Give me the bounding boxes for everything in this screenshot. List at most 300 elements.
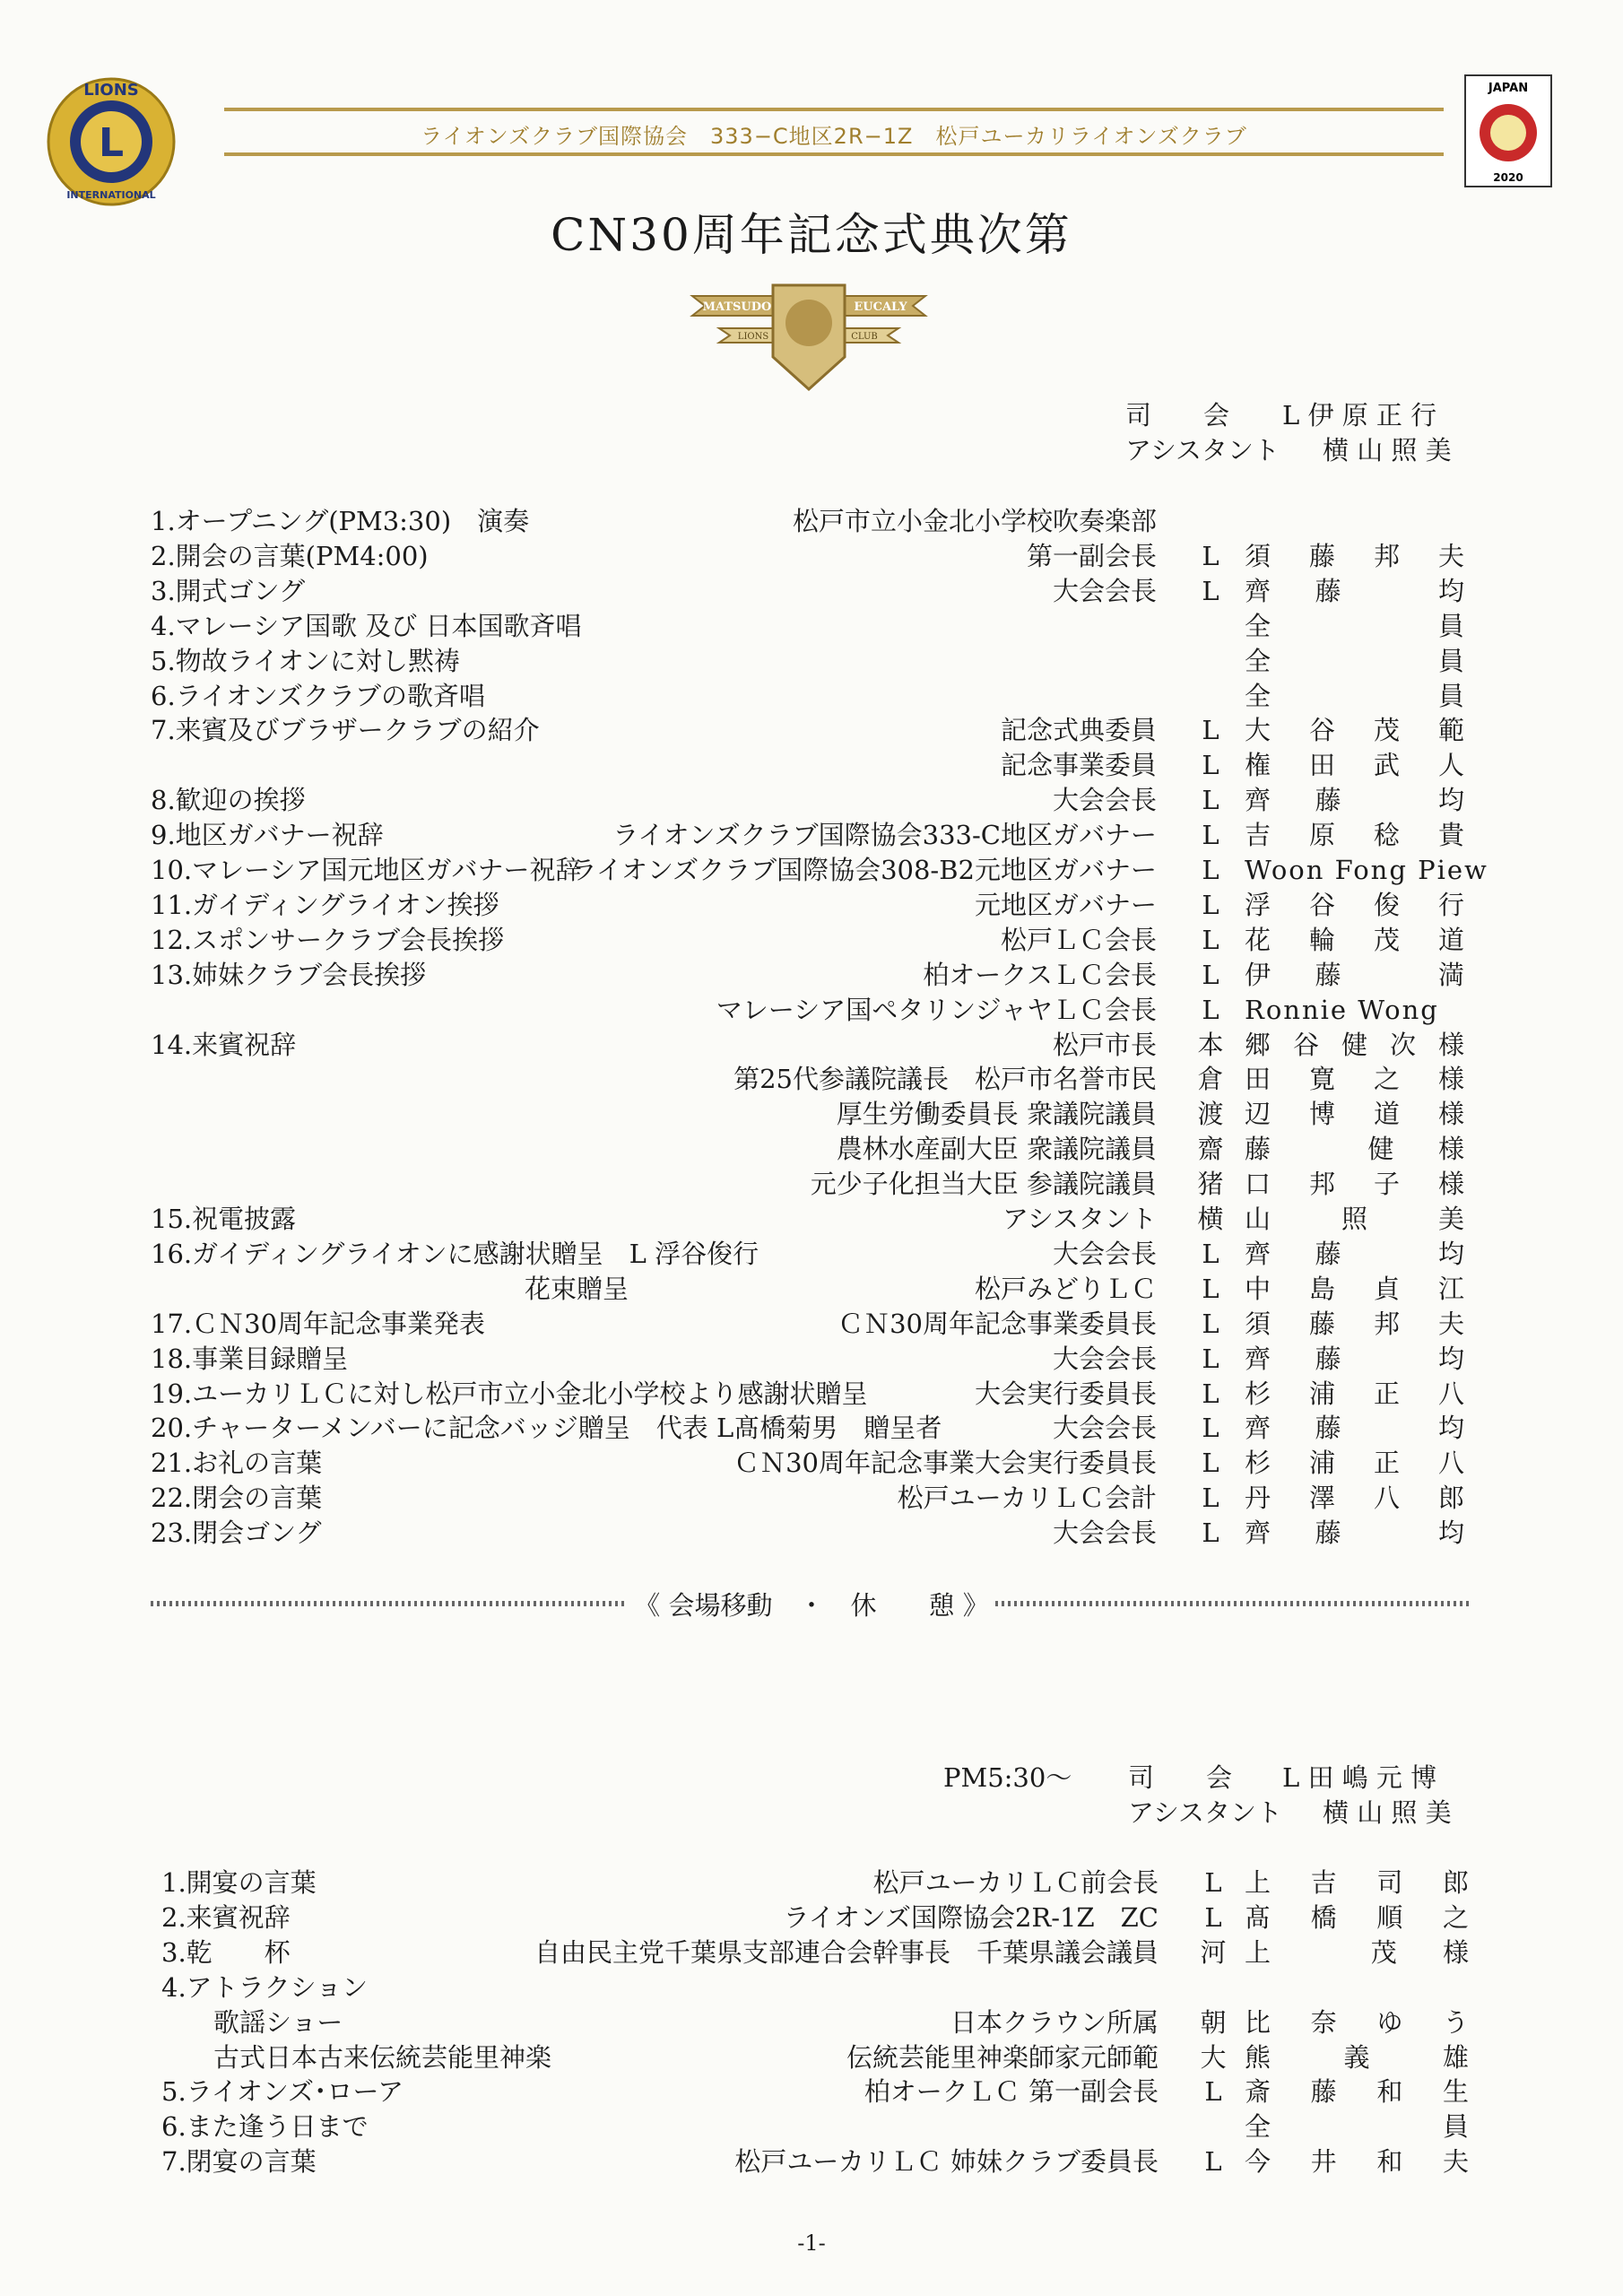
- name-char: 人: [1437, 750, 1464, 781]
- name-char: 雄: [1442, 2041, 1469, 2073]
- name-char: 齊: [1245, 1413, 1271, 1444]
- program-item-title: 17.ＣＮ30周年記念事業発表: [151, 1308, 486, 1339]
- name-char: 全: [1245, 2111, 1271, 2143]
- name-char: 大: [1245, 715, 1271, 746]
- name-char: 齊: [1245, 1518, 1271, 1549]
- name-char: 谷: [1308, 889, 1335, 920]
- name-char: 様: [1437, 1134, 1464, 1165]
- program-item-prefix: [1193, 644, 1228, 678]
- name-char: 吉: [1310, 1867, 1337, 1898]
- program-item-name: [1245, 2144, 1469, 2179]
- name-char: 藤: [1245, 1134, 1271, 1165]
- japan-2020-badge: [1463, 74, 1553, 188]
- program-item-name: [1245, 574, 1464, 608]
- name-char: 上: [1245, 1936, 1271, 1968]
- name-char: 貞: [1373, 1273, 1400, 1304]
- program-item-name: [1245, 1377, 1464, 1411]
- program-item-role: 大会会長: [1052, 1343, 1157, 1374]
- program-item-title: 20.チャーターメンバーに記念バッジ贈呈 代表 L髙橋菊男 贈呈者: [151, 1413, 942, 1444]
- svg-text:LIONS: LIONS: [737, 332, 769, 342]
- program-item-name: [1245, 1866, 1469, 1900]
- program-item-name: [1245, 2074, 1469, 2109]
- program-item-prefix: 渡: [1197, 1099, 1224, 1130]
- program-item-prefix: L: [1202, 540, 1219, 571]
- program-item-role: 元地区ガバナー: [974, 889, 1157, 920]
- name-char: 邦: [1308, 1169, 1335, 1200]
- name-char: 夫: [1442, 2146, 1469, 2178]
- program-item-prefix: 横: [1197, 1204, 1224, 1234]
- name-char: 生: [1442, 2076, 1469, 2108]
- svg-text:L: L: [98, 120, 125, 166]
- program-item-title: 19.ユーカリＬＣに対し松戸市立小金北小学校より感謝状贈呈: [151, 1378, 868, 1409]
- program-item-title: 6.ライオンズクラブの歌斉唱: [151, 680, 486, 711]
- program-item-name: [1245, 1062, 1464, 1096]
- program-item-role: [359, 1970, 1159, 2005]
- program-item-role: 松戸ＬＣ会長: [1000, 924, 1157, 955]
- name-char: 健: [1341, 1029, 1367, 1060]
- party-time: PM5:30〜: [943, 1762, 1072, 1793]
- program-item-prefix: L: [1202, 1518, 1219, 1549]
- program-item-title: 2.来賓祝辞: [161, 1901, 291, 1933]
- program-item-prefix: L: [1202, 1238, 1219, 1269]
- program-item-role: 松戸みどりＬＣ: [974, 1273, 1157, 1304]
- name-char: 之: [1373, 1064, 1400, 1095]
- party-mc-name: L 田 嶋 元 博: [1282, 1762, 1437, 1793]
- program-item-prefix: [1193, 504, 1228, 538]
- party-mc-role: 司 会: [1128, 1762, 1233, 1793]
- name-char: 藤: [1308, 540, 1335, 571]
- program-item-name: [1245, 2040, 1469, 2074]
- name-char: 浦: [1308, 1378, 1335, 1409]
- program-item-prefix: 河: [1200, 1936, 1227, 1968]
- program-item-title: 5.ライオンズ･ローア: [161, 2076, 404, 2108]
- program-item-role: ＣＮ30周年記念事業委員長: [838, 1308, 1157, 1339]
- program-item-prefix: L: [1202, 785, 1219, 816]
- program-item-name: [1245, 888, 1464, 922]
- program-item-title: 2.開会の言葉(PM4:00): [151, 540, 429, 571]
- program-item-role: マレーシア国ペタリンジャヤＬＣ会長: [716, 994, 1157, 1025]
- name-char: 道: [1437, 924, 1464, 955]
- program-item-title: 10.マレーシア国元地区ガバナー祝辞: [151, 855, 582, 885]
- name-char: 博: [1308, 1099, 1335, 1130]
- program-item-prefix: L: [1204, 1901, 1222, 1933]
- program-item-prefix: L: [1204, 1867, 1222, 1898]
- program-item-role: 自由民主党千葉県支部連合会幹事長 千葉県議会議員: [534, 1936, 1159, 1968]
- name-char: 順: [1376, 1901, 1403, 1933]
- name-char: [1385, 574, 1393, 608]
- name-char: 藤: [1315, 1413, 1341, 1444]
- program-item-title: 21.お礼の言葉: [151, 1448, 323, 1479]
- name-char: [1350, 679, 1358, 713]
- name-char: 藤: [1315, 1518, 1341, 1549]
- program-item-title: 花束贈呈: [525, 1273, 629, 1304]
- program-item-role: 日本クラウン所属: [950, 2006, 1159, 2038]
- program-item-prefix: L: [1202, 1273, 1219, 1304]
- ceremony-assistant-name: 横 山 照 美: [1323, 435, 1452, 465]
- name-char: 花: [1245, 924, 1271, 955]
- program-item-role: 記念事業委員: [1000, 750, 1157, 781]
- name-char: 熊: [1245, 2041, 1271, 2073]
- program-item-title: 7.来賓及びブラザークラブの紹介: [151, 715, 540, 746]
- name-char: 全: [1245, 610, 1271, 641]
- program-item-role: 第一副会長: [1026, 540, 1157, 571]
- ornament-divider-left: [151, 1601, 626, 1606]
- name-char: 和: [1376, 2146, 1403, 2178]
- program-item-name: [1245, 1446, 1464, 1480]
- lions-international-logo: [36, 70, 187, 213]
- program-item-role: 大会会長: [1052, 1518, 1157, 1549]
- name-char: 比: [1245, 2006, 1271, 2038]
- name-char: 上: [1245, 1867, 1271, 1898]
- name-char: 茂: [1370, 1936, 1397, 1968]
- name-char: 武: [1373, 750, 1400, 781]
- name-char: 井: [1310, 2146, 1337, 2178]
- name-char: 均: [1437, 1343, 1464, 1374]
- name-char: 様: [1437, 1169, 1464, 1200]
- program-item-role: 大会会長: [1052, 1413, 1157, 1444]
- name-char: 照: [1341, 1204, 1367, 1234]
- program-item-title: 3.乾 杯: [161, 1936, 291, 1968]
- program-item-role: 大会実行委員長: [974, 1378, 1157, 1409]
- name-char: 藤: [1315, 959, 1341, 990]
- name-char: 茂: [1373, 715, 1400, 746]
- name-char: 様: [1442, 1936, 1469, 1968]
- program-item-name: [1245, 1272, 1464, 1306]
- name-char: 均: [1437, 1518, 1464, 1549]
- name-char: 輪: [1308, 924, 1335, 955]
- program-item-name: [1245, 679, 1464, 713]
- program-item-prefix: L: [1202, 889, 1219, 920]
- program-item-prefix: 大: [1200, 2041, 1227, 2073]
- name-char: 俊: [1373, 889, 1400, 920]
- ceremony-mc-name: L 伊 原 正 行: [1282, 400, 1437, 430]
- name-char: 義: [1343, 2041, 1370, 2073]
- program-item-title: 4.マレーシア国歌 及び 日本国歌斉唱: [151, 610, 582, 641]
- name-char: 藤: [1315, 1343, 1341, 1374]
- program-item-name: [1245, 609, 1464, 643]
- svg-text:2020: 2020: [1493, 171, 1523, 184]
- program-item-title: 4.アトラクション: [161, 1971, 369, 2003]
- name-char: 須: [1245, 1308, 1271, 1339]
- program-item-role: ＣＮ30周年記念事業大会実行委員長: [733, 1448, 1157, 1479]
- program-item-title: 23.閉会ゴング: [151, 1518, 322, 1549]
- name-char: 藤: [1315, 785, 1341, 816]
- name-char: 藤: [1315, 575, 1341, 606]
- program-item-prefix: L: [1202, 1448, 1219, 1479]
- svg-text:INTERNATIONAL: INTERNATIONAL: [66, 189, 156, 201]
- program-item-prefix: L: [1202, 994, 1219, 1025]
- ornament-divider-right: [995, 1601, 1471, 1606]
- name-char: 均: [1437, 785, 1464, 816]
- program-item-name: Woon Fong Piew: [1245, 855, 1488, 885]
- name-char: [1316, 1935, 1324, 1970]
- break-label: 《 会場移動 ・ 休 憩 》: [634, 1590, 989, 1621]
- program-item-title: 6.また逢う日まで: [161, 2111, 369, 2143]
- name-char: 谷: [1308, 715, 1335, 746]
- program-item-role: 記念式典委員: [1000, 715, 1157, 746]
- name-char: 範: [1437, 715, 1464, 746]
- program-item-name: [1245, 539, 1464, 573]
- name-char: 均: [1437, 1413, 1464, 1444]
- name-char: 八: [1437, 1378, 1464, 1409]
- svg-text:EUCALY: EUCALY: [854, 300, 907, 314]
- name-char: [1350, 644, 1358, 678]
- name-char: 夫: [1437, 540, 1464, 571]
- program-item-role: 柏オークＬＣ 第一副会長: [864, 2076, 1159, 2108]
- program-item-prefix: [1195, 1970, 1231, 2005]
- name-char: 今: [1245, 2146, 1271, 2178]
- program-item-title: 16.ガイディングライオンに感謝状贈呈 L 浮谷俊行: [151, 1238, 759, 1269]
- name-char: 員: [1437, 680, 1464, 711]
- program-item-title: 11.ガイディングライオン挨拶: [151, 889, 499, 920]
- program-item-title: 15.祝電披露: [151, 1204, 297, 1234]
- name-char: 須: [1245, 540, 1271, 571]
- name-char: 島: [1308, 1273, 1335, 1304]
- program-item-name: [1245, 1900, 1469, 1935]
- program-item-name: [1245, 958, 1464, 992]
- program-item-prefix: L: [1202, 959, 1219, 990]
- name-char: 斎: [1245, 2076, 1271, 2108]
- svg-text:JAPAN: JAPAN: [1488, 82, 1529, 95]
- program-item-prefix: L: [1202, 1378, 1219, 1409]
- name-char: 全: [1245, 645, 1271, 676]
- name-char: 八: [1373, 1483, 1400, 1514]
- name-char: 様: [1437, 1029, 1464, 1060]
- name-char: 藤: [1308, 1308, 1335, 1339]
- program-item-name: [1245, 1028, 1464, 1062]
- program-item-name: [1245, 1132, 1464, 1166]
- program-item-title: 古式日本古来伝統芸能里神楽: [161, 2041, 552, 2073]
- program-item-title: 歌謡ショー: [161, 2006, 343, 2038]
- name-char: 丹: [1245, 1483, 1271, 1514]
- program-item-role: 元少子化担当大臣 参議院議員: [810, 1169, 1157, 1200]
- program-item-title: 1.開宴の言葉: [161, 1867, 317, 1898]
- name-char: 正: [1373, 1448, 1400, 1479]
- program-item-name: [1245, 1342, 1464, 1376]
- name-char: 江: [1437, 1273, 1464, 1304]
- page-number: -1-: [797, 2231, 826, 2256]
- name-char: 浮: [1245, 889, 1271, 920]
- program-item-role: 農林水産副大臣 衆議院議員: [836, 1134, 1157, 1165]
- program-item-name: [1245, 1307, 1464, 1341]
- name-char: 郎: [1437, 1483, 1464, 1514]
- name-char: 貴: [1437, 820, 1464, 851]
- name-char: 員: [1437, 645, 1464, 676]
- program-item-role: 第25代参議院議長 松戸市名誉市民: [733, 1064, 1157, 1095]
- program-item-role: ライオンズクラブ国際協会333-C地区ガバナー: [612, 820, 1157, 851]
- name-char: [1385, 783, 1393, 817]
- program-item-role: 伝統芸能里神楽師家元師範: [846, 2041, 1159, 2073]
- program-item-title: 12.スポンサークラブ会長挨拶: [151, 924, 505, 955]
- program-item-title: 3.開式ゴング: [151, 575, 306, 606]
- document-title: CN30周年記念式典次第: [551, 209, 1072, 261]
- program-item-name: [1245, 644, 1464, 678]
- svg-text:MATSUDO: MATSUDO: [702, 300, 772, 314]
- program-item-title: 1.オープニング(PM3:30) 演奏: [151, 506, 530, 536]
- name-char: 奈: [1310, 2006, 1337, 2038]
- program-item-title: 8.歓迎の挨拶: [151, 785, 306, 816]
- name-char: 均: [1437, 1238, 1464, 1269]
- name-char: [1385, 1411, 1393, 1445]
- ceremony-mc-role: 司 会: [1125, 400, 1230, 430]
- program-item-role: 松戸ユーカリＬＣ前会長: [872, 1867, 1159, 1898]
- name-char: 道: [1373, 1099, 1400, 1130]
- name-char: 口: [1245, 1169, 1271, 1200]
- name-char: 辺: [1245, 1099, 1271, 1130]
- program-item-name: [1245, 2005, 1469, 2039]
- program-item-prefix: L: [1202, 924, 1219, 955]
- program-item-prefix: L: [1202, 575, 1219, 606]
- program-item-title: 9.地区ガバナー祝辞: [151, 820, 384, 851]
- name-char: 正: [1373, 1378, 1400, 1409]
- program-item-name: [1245, 2109, 1469, 2144]
- name-char: 茂: [1373, 924, 1400, 955]
- program-item-role: [359, 644, 1157, 678]
- name-char: 齊: [1245, 1238, 1271, 1269]
- name-char: 吉: [1245, 820, 1271, 851]
- program-item-name: [1245, 818, 1464, 852]
- name-char: 行: [1437, 889, 1464, 920]
- program-item-role: [359, 609, 1157, 643]
- program-item-role: [359, 679, 1157, 713]
- name-char: 谷: [1292, 1029, 1319, 1060]
- name-char: 員: [1437, 610, 1464, 641]
- program-item-role: 大会会長: [1052, 785, 1157, 816]
- name-char: 子: [1373, 1169, 1400, 1200]
- program-item-name: [1245, 1237, 1464, 1271]
- name-char: 之: [1442, 1901, 1469, 1933]
- program-item-prefix: L: [1202, 1343, 1219, 1374]
- program-item-prefix: L: [1204, 2146, 1222, 2178]
- name-char: 齊: [1245, 785, 1271, 816]
- program-item-role: 柏オークスＬＣ会長: [923, 959, 1157, 990]
- program-item-title: 5.物故ライオンに対し黙祷: [151, 645, 460, 676]
- program-item-prefix: 本: [1197, 1029, 1224, 1060]
- name-char: 全: [1245, 680, 1271, 711]
- svg-text:CLUB: CLUB: [851, 332, 878, 342]
- program-item-role: アシスタント: [1002, 1204, 1157, 1234]
- program-item-prefix: 朝: [1200, 2006, 1227, 2038]
- program-item-prefix: 齋: [1197, 1134, 1224, 1165]
- name-char: 原: [1308, 820, 1335, 851]
- program-item-name: [1245, 1970, 1469, 2005]
- name-char: 美: [1437, 1204, 1464, 1234]
- name-char: 田: [1245, 1064, 1271, 1095]
- name-char: 中: [1245, 1273, 1271, 1304]
- name-char: 田: [1308, 750, 1335, 781]
- name-char: 髙: [1245, 1901, 1271, 1933]
- name-char: 齊: [1245, 575, 1271, 606]
- program-item-name: [1245, 923, 1464, 957]
- program-item-prefix: L: [1202, 715, 1219, 746]
- organization-header: ライオンズクラブ国際協会 333−C地区2R−1Z 松戸ユーカリライオンズクラブ: [421, 124, 1247, 149]
- program-item-name: [1245, 1481, 1464, 1515]
- header-bottom-rule: [224, 152, 1444, 156]
- name-char: [1352, 2109, 1360, 2144]
- party-assistant-name: 横 山 照 美: [1323, 1797, 1452, 1828]
- party-assistant-role: アシスタント: [1128, 1797, 1282, 1828]
- name-char: 杉: [1245, 1378, 1271, 1409]
- program-item-prefix: [1195, 2109, 1231, 2144]
- name-char: 均: [1437, 575, 1464, 606]
- name-char: [1350, 609, 1358, 643]
- program-item-role: ライオンズ国際協会2R-1Z ZC: [783, 1901, 1159, 1933]
- header-top-rule: [224, 108, 1444, 111]
- program-item-name: [1245, 504, 1464, 538]
- program-item-prefix: [1193, 679, 1228, 713]
- program-item-prefix: L: [1202, 1413, 1219, 1444]
- program-item-role: 松戸市立小金北小学校吹奏楽部: [792, 506, 1157, 536]
- name-char: 齊: [1245, 1343, 1271, 1374]
- svg-text:LIONS: LIONS: [83, 81, 139, 100]
- program-item-name: [1245, 783, 1464, 817]
- name-char: 稔: [1373, 820, 1400, 851]
- program-item-role: 松戸ユーカリＬＣ 姉妹クラブ委員長: [734, 2146, 1159, 2178]
- program-item-prefix: L: [1202, 1483, 1219, 1514]
- name-char: 権: [1245, 750, 1271, 781]
- name-char: 伊: [1245, 959, 1271, 990]
- name-char: 和: [1376, 2076, 1403, 2108]
- name-char: 寛: [1308, 1064, 1335, 1095]
- name-char: ゆ: [1376, 2006, 1403, 2038]
- program-item-prefix: L: [1202, 855, 1219, 885]
- program-item-title: 14.来賓祝辞: [151, 1029, 297, 1060]
- program-item-role: 大会会長: [1052, 1238, 1157, 1269]
- program-item-title: 7.閉宴の言葉: [161, 2146, 317, 2178]
- program-item-title: 22.閉会の言葉: [151, 1483, 323, 1514]
- name-char: 様: [1437, 1064, 1464, 1095]
- name-char: 澤: [1308, 1483, 1335, 1514]
- matsudo-eucaly-club-emblem: [683, 280, 934, 395]
- program-item-name: [1245, 1516, 1464, 1550]
- name-char: [1385, 1342, 1393, 1376]
- program-item-prefix: L: [1202, 750, 1219, 781]
- name-char: 藤: [1310, 2076, 1337, 2108]
- name-char: 橋: [1310, 1901, 1337, 1933]
- program-item-prefix: L: [1202, 1308, 1219, 1339]
- name-char: 八: [1437, 1448, 1464, 1479]
- program-item-name: [1245, 713, 1464, 747]
- name-char: 員: [1442, 2111, 1469, 2143]
- name-char: 郎: [1442, 1867, 1469, 1898]
- program-item-name: [1245, 1411, 1464, 1445]
- program-item-role: 松戸市長: [1052, 1029, 1157, 1060]
- name-char: 山: [1245, 1204, 1271, 1234]
- name-char: 次: [1389, 1029, 1416, 1060]
- program-item-title: 13.姉妹クラブ会長挨拶: [151, 959, 427, 990]
- program-item-name: [1245, 1167, 1464, 1201]
- name-char: 杉: [1245, 1448, 1271, 1479]
- name-char: う: [1442, 2006, 1469, 2038]
- program-item-role: [359, 2109, 1159, 2144]
- program-item-name: [1245, 1935, 1469, 1970]
- name-char: 藤: [1315, 1238, 1341, 1269]
- program-item-role: 大会会長: [1052, 575, 1157, 606]
- name-char: 邦: [1373, 1308, 1400, 1339]
- name-char: [1385, 1237, 1393, 1271]
- program-item-prefix: 倉: [1197, 1064, 1224, 1095]
- name-char: 邦: [1373, 540, 1400, 571]
- program-item-prefix: L: [1204, 2076, 1222, 2108]
- name-char: 満: [1437, 959, 1464, 990]
- program-item-name: [1245, 1097, 1464, 1131]
- program-item-prefix: 猪: [1197, 1169, 1224, 1200]
- program-item-name: Ronnie Wong: [1245, 994, 1439, 1025]
- program-item-role: 松戸ユーカリＬＣ会計: [897, 1483, 1157, 1514]
- name-char: 健: [1367, 1134, 1394, 1165]
- name-char: 浦: [1308, 1448, 1335, 1479]
- name-char: [1385, 1516, 1393, 1550]
